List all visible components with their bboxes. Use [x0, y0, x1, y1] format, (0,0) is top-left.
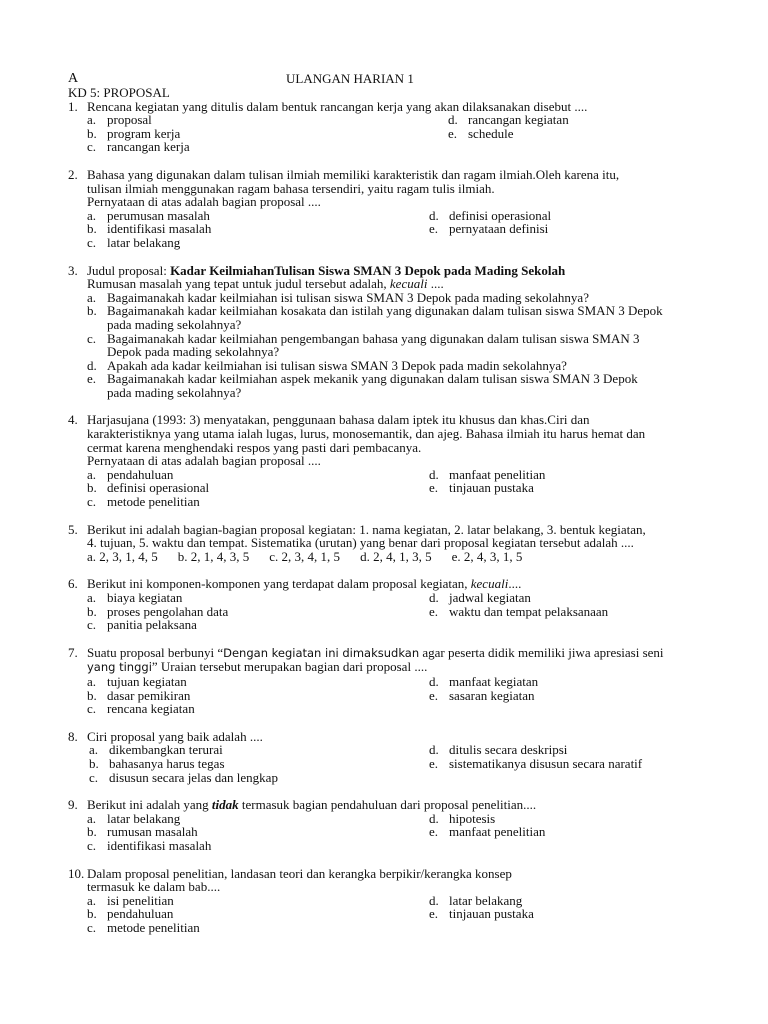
option-e: e. 2, 4, 3, 1, 5	[451, 548, 523, 564]
exam-version-letter: A	[68, 71, 79, 86]
option-a: a. latar belakang	[87, 810, 181, 826]
question-text: Bahasa yang digunakan dalam tulisan ilmiah memiliki karakteristik dan ragam ilmiah.Oleh karena itu,	[87, 166, 620, 182]
option-c: c. 2, 3, 4, 1, 5	[269, 548, 341, 564]
exam-page	[68, 72, 708, 934]
option-e: e. Bagaimanakah kadar keilmiahan aspek mekanik yang digunakan dalam tulisan siswa SMAN 3 Depok pada mading sekolahnya?	[87, 371, 638, 400]
options	[87, 468, 708, 509]
question-1: 1. Rencana kegiatan yang ditulis dalam bentuk rancangan kerja yang akan dilaksanakan disebut .... a. proposal d. rancangan kegiatan b. program kerja e. schedule c. rancangan kerja	[68, 100, 708, 154]
options	[87, 812, 708, 853]
option-a: a. biaya kegiatan	[87, 590, 183, 605]
option-b: b. 2, 1, 4, 3, 5	[177, 548, 250, 564]
option-b: b. proses pengolahan data	[87, 603, 229, 619]
option-e: e. schedule	[448, 125, 514, 141]
options	[87, 675, 708, 716]
options	[87, 591, 708, 632]
option-b: b. identifikasi masalah	[87, 221, 212, 237]
question-text: Berikut ini komponen-komponen yang terdapat dalam proposal kegiatan, kecuali....	[87, 576, 522, 592]
option-d: d. latar belakang	[429, 892, 523, 908]
options	[87, 550, 708, 564]
options	[87, 113, 708, 154]
option-e: e. waktu dan tempat pelaksanaan	[429, 603, 609, 619]
question-3: 3. Judul proposal: Kadar KeilmiahanTulisan Siswa SMAN 3 Depok pada Mading Sekolah Rumusan masalah yang tepat untuk judul tersebut adalah, kecuali .... a. Bagaimanakah kadar keilmiahan isi tulisan siswa SMAN 3 Depok pada mading sekolahnya? b. Bagaimanakah kadar keilmiahan kosakata dan istilah yang digunakan dalam tulisan siswa SMAN 3 Depok pada mading sekolahnya? c. Bagaimanakah kadar keilmiahan pengembangan bahasa yang digunakan dalam tulisan siswa SMAN 3 Depok pada mading sekolahnya? d. Apakah ada kadar keilmiahan isi tulisan siswa SMAN 3 Depok pada madin sekolahnya? e. Bagaimanakah kadar keilmiahan aspek mekanik yang digunakan dalam tulisan siswa SMAN 3 Depok pada mading sekolahnya?	[68, 264, 708, 400]
option-a: a. dikembangkan terurai	[89, 742, 223, 758]
options	[87, 209, 708, 250]
option-d: d. Apakah ada kadar keilmiahan isi tulisan siswa SMAN 3 Depok pada madin sekolahnya?	[87, 357, 567, 373]
option-a: a. pendahuluan	[87, 466, 174, 482]
question-4: 4. Harjasujana (1993: 3) menyatakan, penggunaan bahasa dalam iptek itu khusus dan khas.Ciri dan karakteristiknya yang utama ialah lugas, lurus, monosemantik, dan ajeg. Bahasa ilmiah itu harus hemat dan cermat karena menghendaki respos yang pasti dari pembacanya. Pernyataan di atas adalah bagian proposal .... a. pendahuluan d. manfaat penelitian b. definisi operasional e. tinjauan pustaka c. metode penelitian	[68, 413, 708, 508]
option-e: e. pernyataan definisi	[429, 221, 549, 237]
option-b: b. rumusan masalah	[87, 824, 198, 840]
option-d: d. rancangan kegiatan	[448, 112, 569, 128]
option-a: a. perumusan masalah	[87, 207, 210, 223]
question-text: Ciri proposal yang baik adalah ....	[87, 728, 263, 744]
option-d: d. hipotesis	[429, 810, 496, 826]
exam-header	[68, 72, 708, 86]
question-text: Harjasujana (1993: 3) menyatakan, penggunaan bahasa dalam iptek itu khusus dan khas.Ciri dan	[87, 412, 590, 428]
question-text: Dalam proposal penelitian, landasan teori dan kerangka berpikir/kerangka konsep	[87, 865, 512, 881]
option-c: c. metode penelitian	[87, 494, 200, 510]
options	[89, 743, 708, 784]
question-text: Judul proposal: Kadar KeilmiahanTulisan Siswa SMAN 3 Depok pada Mading Sekolah	[87, 262, 566, 278]
option-e: e. sistematikanya disusun secara naratif	[429, 755, 643, 771]
option-a: a. isi penelitian	[87, 892, 174, 908]
option-e: e. tinjauan pustaka	[429, 906, 534, 922]
question-text: Berikut ini adalah bagian-bagian proposal kegiatan: 1. nama kegiatan, 2. latar belakang, 3. bentuk kegiatan,	[87, 521, 646, 537]
question-text: Rencana kegiatan yang ditulis dalam bentuk rancangan kerja yang akan dilaksanakan disebut ....	[87, 98, 588, 114]
option-e: e. sasaran kegiatan	[429, 687, 535, 703]
option-a: a. proposal	[87, 112, 152, 128]
option-c: c. metode penelitian	[87, 919, 200, 935]
option-d: d. jadwal kegiatan	[429, 590, 531, 605]
option-c: c. latar belakang	[87, 234, 181, 250]
option-c: c. rencana kegiatan	[87, 701, 195, 717]
question-9: 9. Berikut ini adalah yang tidak termasuk bagian pendahuluan dari proposal penelitian.... a. latar belakang d. hipotesis b. rumusan masalah e. manfaat penelitian c. identifikasi masalah	[68, 798, 708, 852]
question-2: 2. Bahasa yang digunakan dalam tulisan ilmiah memiliki karakteristik dan ragam ilmiah.Oleh karena itu, tulisan ilmiah menggunakan ragam bahasa tersendiri, yaitu ragam tulis ilmiah. Pernyataan di atas adalah bagian proposal .... a. perumusan masalah d. definisi operasional b. identifikasi masalah e. pernyataan definisi c. latar belakang	[68, 168, 708, 250]
option-b: b. bahasanya harus tegas	[89, 755, 225, 771]
option-d: d. definisi operasional	[429, 207, 552, 223]
question-text: Suatu proposal berbunyi “Dengan kegiatan ini dimaksudkan agar peserta didik memiliki jiwa apresiasi seni	[87, 644, 664, 660]
question-6: 6. Berikut ini komponen-komponen yang terdapat dalam proposal kegiatan, kecuali.... a. biaya kegiatan d. jadwal kegiatan b. proses pengolahan data e. waktu dan tempat pelaksanaan c. panitia pelaksana	[68, 577, 708, 631]
option-d: d. manfaat kegiatan	[429, 673, 539, 689]
option-e: e. manfaat penelitian	[429, 824, 546, 840]
question-text: Berikut ini adalah yang tidak termasuk bagian pendahuluan dari proposal penelitian....	[87, 797, 537, 813]
option-d: d. manfaat penelitian	[429, 466, 546, 482]
kd-label: KD 5: PROPOSAL	[68, 85, 170, 100]
option-a: a. Bagaimanakah kadar keilmiahan isi tulisan siswa SMAN 3 Depok pada mading sekolahnya?	[87, 289, 589, 305]
exam-title: ULANGAN HARIAN 1	[286, 71, 414, 86]
options	[87, 291, 708, 400]
question-5: 5. Berikut ini adalah bagian-bagian proposal kegiatan: 1. nama kegiatan, 2. latar belakang, 3. bentuk kegiatan, 4. tujuan, 5. waktu dan tempat. Sistematika (urutan) yang benar dari proposal kegiatan tersebut adalah .... a. 2, 3, 1, 4, 5 b. 2, 1, 4, 3, 5 c. 2, 3, 4, 1, 5 d. 2, 4, 1, 3, 5 e. 2, 4, 3, 1, 5	[68, 523, 708, 564]
option-b: b. program kerja	[87, 125, 181, 141]
option-d: d. 2, 4, 1, 3, 5	[360, 548, 432, 564]
option-b: b. dasar pemikiran	[87, 687, 191, 703]
option-c: c. Bagaimanakah kadar keilmiahan pengembangan bahasa yang digunakan dalam tulisan siswa SMAN 3 Depok pada mading sekolahnya?	[87, 330, 640, 360]
option-b: b. definisi operasional	[87, 480, 210, 496]
question-8: 8. Ciri proposal yang baik adalah .... a. dikembangkan terurai d. ditulis secara deskripsi b. bahasanya harus tegas e. sistematikanya disusun secara naratif c. disusun secara jelas dan lengkap	[68, 730, 708, 784]
option-b: b. pendahuluan	[87, 906, 174, 922]
option-a: a. tujuan kegiatan	[87, 673, 187, 689]
option-a: a. 2, 3, 1, 4, 5	[87, 548, 158, 564]
option-e: e. tinjauan pustaka	[429, 480, 534, 496]
options	[87, 894, 708, 935]
question-7: 7. Suatu proposal berbunyi “Dengan kegiatan ini dimaksudkan agar peserta didik memiliki jiwa apresiasi seni yang tinggi” Uraian tersebut merupakan bagian dari proposal .... a. tujuan kegiatan d. manfaat kegiatan b. dasar pemikiran e. sasaran kegiatan c. rencana kegiatan	[68, 646, 708, 716]
option-c: c. panitia pelaksana	[87, 617, 197, 633]
option-c: c. disusun secara jelas dan lengkap	[89, 769, 278, 785]
option-c: c. rancangan kerja	[87, 139, 190, 155]
option-b: b. Bagaimanakah kadar keilmiahan kosakata dan istilah yang digunakan dalam tulisan siswa SMAN 3 Depok pada mading sekolahnya?	[87, 303, 663, 332]
option-c: c. identifikasi masalah	[87, 837, 212, 853]
option-d: d. ditulis secara deskripsi	[429, 742, 568, 758]
question-10: 10. Dalam proposal penelitian, landasan teori dan kerangka berpikir/kerangka konsep termasuk ke dalam bab.... a. isi penelitian d. latar belakang b. pendahuluan e. tinjauan pustaka c. metode penelitian	[68, 867, 708, 935]
